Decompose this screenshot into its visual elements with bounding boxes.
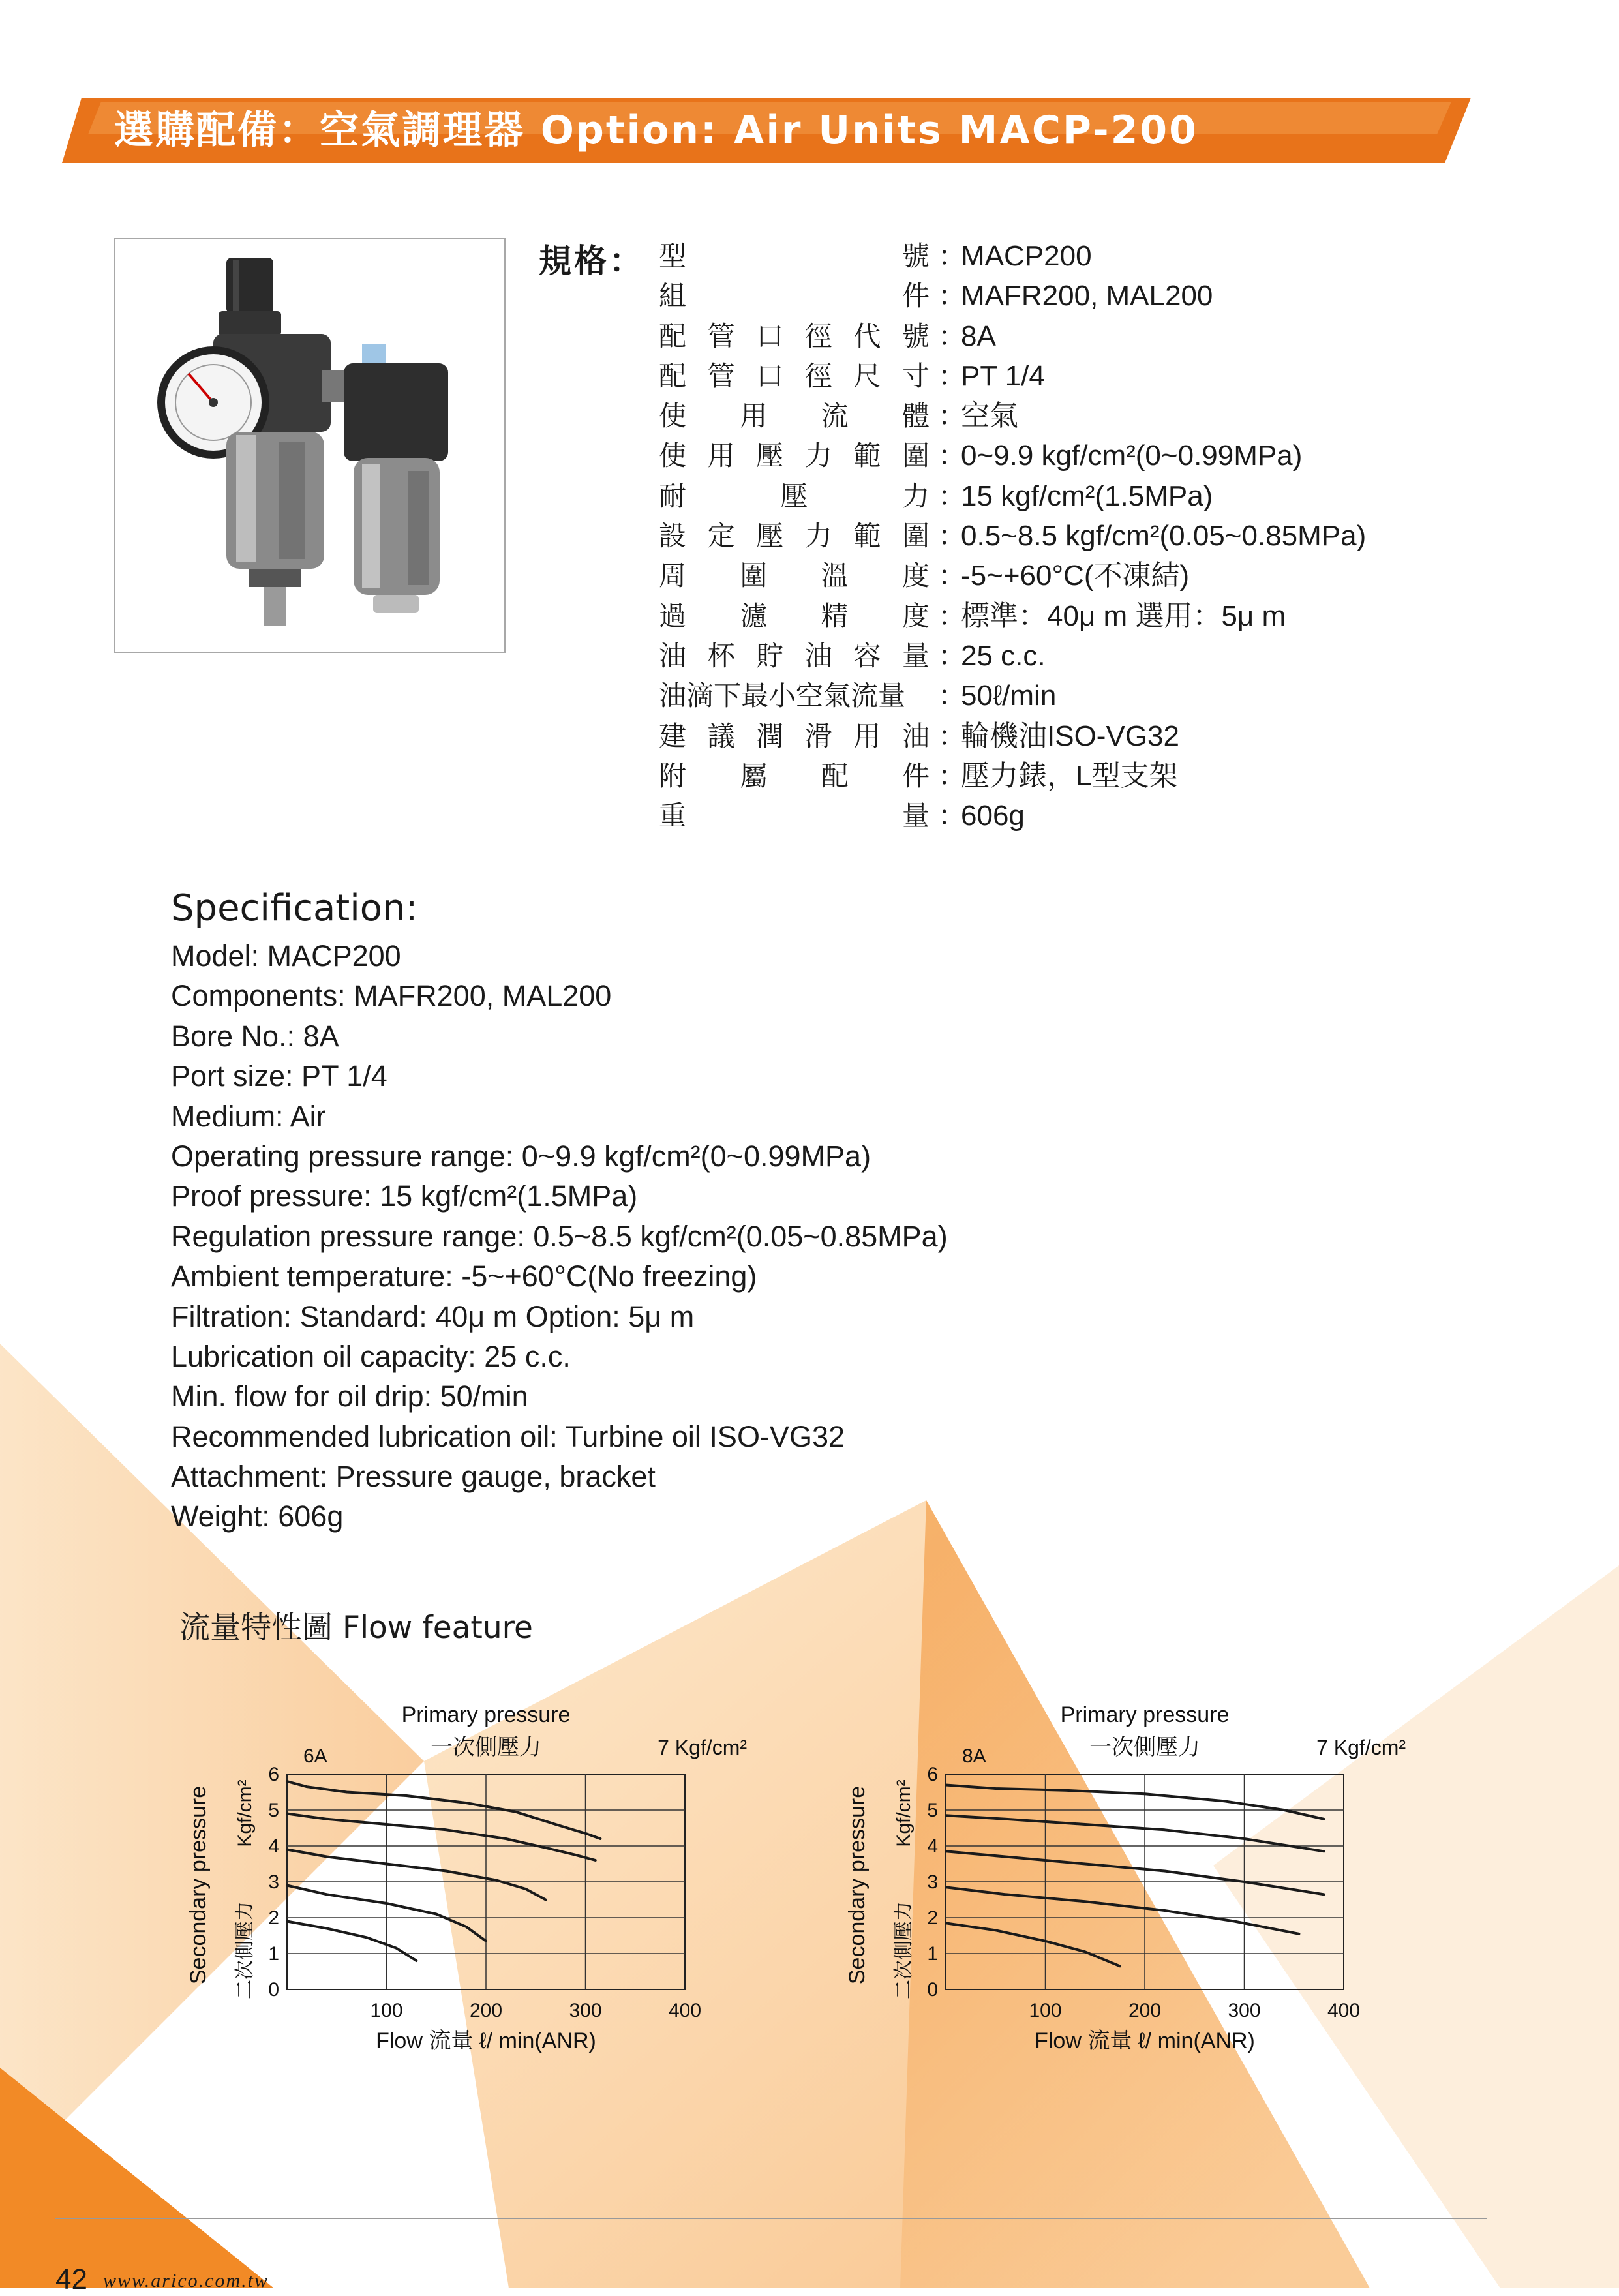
spec-zh-label-char: 組 <box>659 280 687 312</box>
spec-en-list <box>171 936 948 1537</box>
spec-en-line: Ambient temperature: -5~+60°C(No freezing) <box>171 1260 757 1293</box>
x-axis-label: Flow 流量 ℓ/ min(ANR) <box>1035 2029 1255 2053</box>
spec-zh-label-char: 壓 <box>756 440 784 472</box>
footer-rule <box>55 2218 1487 2219</box>
spec-en-line: Attachment: Pressure gauge, bracket <box>171 1460 656 1494</box>
spec-en-line: Filtration: Standard: 40μ m Option: 5μ m <box>171 1299 695 1333</box>
spec-en-title: Specification: <box>171 887 418 929</box>
series-line <box>287 1850 546 1900</box>
spec-zh-label-char: 度 <box>901 599 930 632</box>
y-tick-label: 0 <box>927 1979 938 2001</box>
spec-zh-value: 壓力錶，L型支架 <box>961 759 1178 792</box>
spec-en-line: Lubrication oil capacity: 25 c.c. <box>171 1339 571 1373</box>
spec-zh-label <box>659 236 930 276</box>
series-line <box>946 1785 1324 1819</box>
spec-en-line: Weight: 606g <box>171 1500 344 1533</box>
spec-zh-label-char: 口 <box>756 359 784 392</box>
spec-zh-label-char: 油滴下最小空氣流量 <box>659 680 906 712</box>
spec-zh-label-char: 壓 <box>756 520 784 552</box>
x-tick-label: 100 <box>1029 2000 1062 2021</box>
spec-zh-label-char: 徑 <box>804 359 832 392</box>
spec-zh-colon: ： <box>938 240 966 272</box>
spec-zh-label-char: 油 <box>659 639 687 672</box>
y-axis-unit: Kgf/cm² <box>893 1779 915 1847</box>
y-tick-label: 5 <box>927 1800 938 1821</box>
spec-zh-value: 606g <box>961 800 1025 832</box>
spec-zh-colon: ： <box>938 440 966 472</box>
spec-zh-colon: ： <box>938 359 966 392</box>
y-tick-label: 0 <box>268 1979 279 2001</box>
spec-zh-label-char: 寸 <box>901 359 930 392</box>
spec-zh-value: 0.5~8.5 kgf/cm²(0.05~0.85MPa) <box>961 520 1367 552</box>
primary-pressure-value: 7 Kgf/cm² <box>1316 1736 1406 1759</box>
spec-zh-colon: ： <box>938 719 966 752</box>
spec-zh-label-char: 口 <box>756 320 784 352</box>
spec-zh-colon: ： <box>938 639 966 672</box>
spec-zh-label <box>659 516 930 556</box>
spec-zh-label-char: 用 <box>853 719 881 752</box>
spec-zh-label-char: 徑 <box>804 320 832 352</box>
spec-zh-label-char: 設 <box>659 520 687 552</box>
spec-en-line: Operating pressure range: 0~9.9 kgf/cm²(0~0.99MPa) <box>171 1139 871 1173</box>
spec-zh-colon: ： <box>938 680 966 712</box>
spec-zh-label <box>659 636 930 676</box>
spec-zh-label-char: 量 <box>901 800 930 832</box>
spec-zh-label <box>659 476 930 516</box>
spec-en-line: Proof pressure: 15 kgf/cm²(1.5MPa) <box>171 1179 638 1213</box>
y-axis-label-zh: 二次側壓力 <box>893 1901 915 1999</box>
spec-zh-label-char: 滑 <box>804 719 832 752</box>
spec-zh-value: 8A <box>961 320 996 352</box>
spec-zh-label-char: 配 <box>659 359 687 392</box>
spec-zh-label <box>659 436 930 476</box>
spec-zh-label-char: 圍 <box>740 560 768 592</box>
spec-zh-label-char: 件 <box>901 759 930 792</box>
spec-zh-label-char: 附 <box>659 759 687 792</box>
spec-zh-label-char: 配 <box>821 759 849 792</box>
series-line <box>287 1922 416 1961</box>
spec-zh-label-char: 油 <box>901 719 930 752</box>
spec-zh-label-char: 建 <box>659 719 687 752</box>
spec-zh-label-char: 力 <box>804 440 832 472</box>
spec-zh-value: MAFR200, MAL200 <box>961 280 1213 312</box>
x-tick-label: 200 <box>469 2000 503 2021</box>
spec-zh-label-char: 管 <box>707 320 735 352</box>
spec-zh-label-char: 耐 <box>659 479 687 512</box>
y-axis-label-group-2 <box>234 1779 256 1999</box>
spec-zh-label-char: 議 <box>707 719 735 752</box>
y-axis-label-group-2 <box>893 1779 915 1999</box>
spec-zh-heading: 規格： <box>539 242 644 280</box>
y-tick-label: 4 <box>268 1835 279 1857</box>
series-line <box>946 1923 1120 1966</box>
flow-feature-title: 流量特性圖 Flow feature <box>179 1610 533 1646</box>
spec-zh-colon: ： <box>938 800 966 832</box>
spec-zh-label-char: 重 <box>659 800 687 832</box>
y-tick-label: 5 <box>268 1800 279 1821</box>
y-axis-label-en: Secondary pressure <box>186 1785 211 1985</box>
y-axis-label-en: Secondary pressure <box>845 1785 870 1985</box>
spec-zh-label-char: 濾 <box>740 599 768 632</box>
spec-zh-value: 標準：40μ m 選用：5μ m <box>961 599 1286 632</box>
series-line <box>287 1814 596 1861</box>
spec-zh-value: PT 1/4 <box>961 359 1045 392</box>
y-axis-label-group <box>845 1786 870 1984</box>
spec-zh-label <box>659 596 930 636</box>
spec-en-line: Port size: PT 1/4 <box>171 1059 387 1093</box>
spec-zh-value: 50ℓ/min <box>961 680 1057 712</box>
spec-en-line: Medium: Air <box>171 1099 326 1133</box>
spec-en-line: Bore No.: 8A <box>171 1019 339 1053</box>
spec-zh-colon: ： <box>938 400 966 432</box>
spec-zh-value: -5~+60°C(不凍結) <box>961 560 1190 592</box>
port-size-label: 8A <box>962 1745 986 1767</box>
spec-zh-label-char: 配 <box>659 320 687 352</box>
primary-pressure-label-zh: 一次側壓力 <box>1089 1735 1200 1760</box>
y-tick-label: 6 <box>268 1764 279 1785</box>
spec-en-line: Components: MAFR200, MAL200 <box>171 979 612 1013</box>
spec-zh-label <box>659 356 930 396</box>
spec-zh-label-char: 號 <box>901 320 930 352</box>
page-title: 選購配備：空氣調理器 Option: Air Units MACP-200 <box>114 108 1198 153</box>
spec-zh-label-char: 尺 <box>853 359 881 392</box>
spec-zh-label <box>659 316 930 356</box>
spec-zh-label-char: 杯 <box>707 639 735 672</box>
flow-chart-8a <box>835 1683 1422 2074</box>
spec-zh-colon: ： <box>938 759 966 792</box>
spec-zh-label <box>659 716 930 756</box>
spec-zh-label-char: 範 <box>853 440 881 472</box>
primary-pressure-value: 7 Kgf/cm² <box>658 1736 747 1759</box>
spec-zh-colon: ： <box>938 599 966 632</box>
spec-zh-label-char: 用 <box>707 440 735 472</box>
x-tick-label: 300 <box>569 2000 602 2021</box>
product-photo <box>114 238 506 653</box>
spec-zh-label-char: 力 <box>804 520 832 552</box>
spec-zh-label <box>659 796 930 836</box>
site-url: www.arico.com.tw <box>103 2270 269 2291</box>
spec-en-line: Min. flow for oil drip: 50/min <box>171 1380 528 1413</box>
flow-chart-6a <box>176 1683 763 2074</box>
spec-zh-label-char: 管 <box>707 359 735 392</box>
spec-zh-label <box>659 556 930 596</box>
x-tick-label: 400 <box>1327 2000 1361 2021</box>
spec-zh-label-char: 力 <box>901 479 930 512</box>
spec-zh-label <box>659 756 930 796</box>
y-tick-label: 3 <box>268 1871 279 1893</box>
spec-zh-label-char: 體 <box>901 400 930 432</box>
y-axis-unit: Kgf/cm² <box>234 1779 256 1847</box>
spec-zh-value: 空氣 <box>961 400 1018 432</box>
spec-zh-label-char: 屬 <box>740 759 768 792</box>
spec-zh-label-char: 過 <box>659 599 687 632</box>
spec-en-line: Model: MACP200 <box>171 939 401 973</box>
spec-zh-label-char: 潤 <box>756 719 784 752</box>
x-tick-label: 200 <box>1128 2000 1162 2021</box>
x-axis-label: Flow 流量 ℓ/ min(ANR) <box>376 2029 596 2053</box>
spec-zh-colon: ： <box>938 320 966 352</box>
spec-zh-label-char: 件 <box>901 280 930 312</box>
spec-zh-label-char: 使 <box>659 440 687 472</box>
spec-en-line: Regulation pressure range: 0.5~8.5 kgf/cm²(0.05~0.85MPa) <box>171 1219 948 1253</box>
spec-zh-label-char: 精 <box>821 599 849 632</box>
y-tick-label: 2 <box>927 1907 938 1929</box>
spec-zh-label-char: 貯 <box>756 639 784 672</box>
spec-zh-label-char: 壓 <box>780 479 808 512</box>
y-axis-label-zh: 二次側壓力 <box>234 1901 256 1999</box>
spec-zh-value: MACP200 <box>961 240 1092 272</box>
primary-pressure-label-en: Primary pressure <box>401 1702 571 1727</box>
spec-zh-colon: ： <box>938 479 966 512</box>
y-tick-label: 1 <box>268 1943 279 1965</box>
port-size-label: 6A <box>303 1745 327 1767</box>
spec-zh-label <box>659 676 930 716</box>
spec-zh-label-char: 用 <box>740 400 768 432</box>
x-tick-label: 100 <box>370 2000 403 2021</box>
spec-zh-value: 15 kgf/cm²(1.5MPa) <box>961 479 1213 512</box>
spec-zh-value: 0~9.9 kgf/cm²(0~0.99MPa) <box>961 440 1303 472</box>
spec-zh-label-char: 圍 <box>901 520 930 552</box>
spec-zh-label-char: 代 <box>853 320 881 352</box>
spec-zh-label-char: 使 <box>659 400 687 432</box>
spec-en-line: Recommended lubrication oil: Turbine oil ISO-VG32 <box>171 1419 845 1453</box>
spec-zh-colon: ： <box>938 560 966 592</box>
spec-zh-label-char: 定 <box>707 520 735 552</box>
spec-zh-value: 25 c.c. <box>961 639 1046 672</box>
y-tick-label: 3 <box>927 1871 938 1893</box>
spec-zh-label-char: 範 <box>853 520 881 552</box>
spec-zh-label <box>659 396 930 436</box>
y-tick-label: 6 <box>927 1764 938 1785</box>
spec-zh-label-char: 號 <box>901 240 930 272</box>
spec-zh-label-char: 流 <box>821 400 849 432</box>
spec-zh-label-char: 度 <box>901 560 930 592</box>
primary-pressure-label-zh: 一次側壓力 <box>431 1735 541 1760</box>
y-tick-label: 4 <box>927 1835 938 1857</box>
spec-zh-label-char: 圍 <box>901 440 930 472</box>
spec-zh-colon: ： <box>938 280 966 312</box>
y-tick-label: 1 <box>927 1943 938 1965</box>
spec-zh-label-char: 油 <box>804 639 832 672</box>
spec-zh-value: 輪機油ISO-VG32 <box>961 719 1179 752</box>
primary-pressure-label-en: Primary pressure <box>1060 1702 1230 1727</box>
y-axis-label-group <box>186 1786 211 1984</box>
spec-zh-label-char: 溫 <box>821 560 849 592</box>
series-line <box>946 1851 1324 1894</box>
x-tick-label: 400 <box>668 2000 702 2021</box>
spec-zh-label-char: 型 <box>659 240 687 272</box>
spec-zh-label-char: 量 <box>901 639 930 672</box>
spec-zh-label-char: 周 <box>659 560 687 592</box>
air-unit-filter-regulator-lubricator-icon <box>115 239 504 652</box>
spec-zh-colon: ： <box>938 520 966 552</box>
series-line <box>946 1887 1299 1934</box>
x-tick-label: 300 <box>1228 2000 1261 2021</box>
page-number: 42 <box>55 2263 87 2295</box>
y-tick-label: 2 <box>268 1907 279 1929</box>
spec-zh-label <box>659 276 930 316</box>
spec-zh-label-char: 容 <box>853 639 881 672</box>
